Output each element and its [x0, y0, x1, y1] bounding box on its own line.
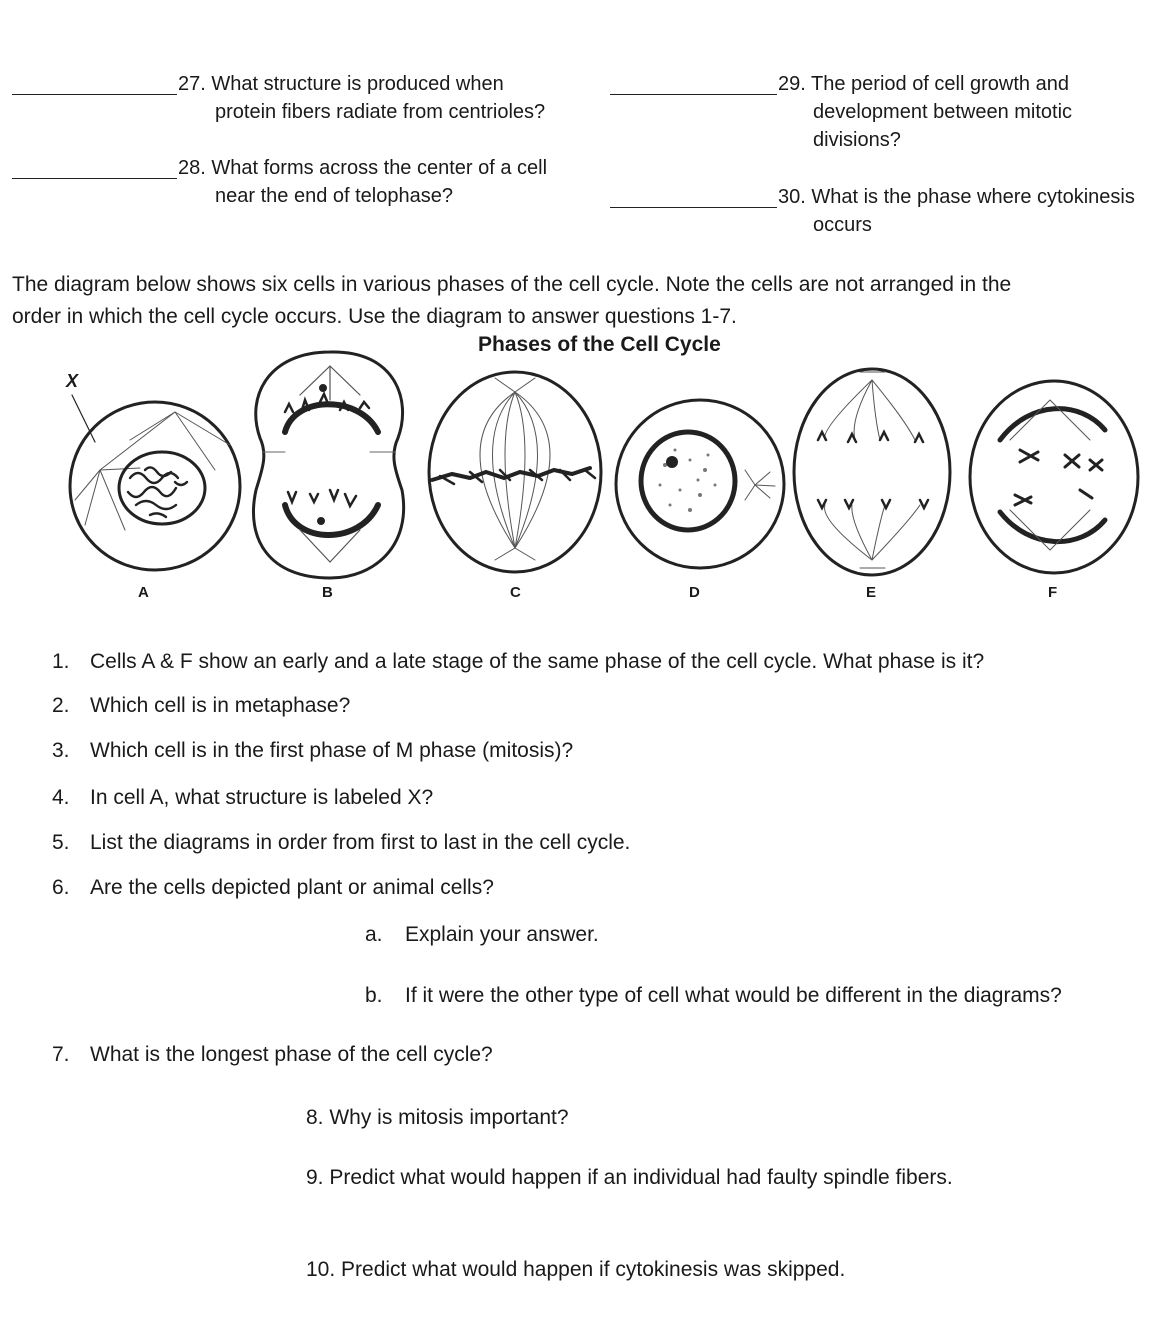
item-text: Which cell is in metaphase?: [90, 694, 351, 717]
item-text: Which cell is in the first phase of M phase (mitosis)?: [90, 739, 574, 762]
question-number: 30.: [778, 186, 806, 208]
cell-c: [429, 372, 601, 572]
question-number: 29.: [778, 73, 806, 95]
cell-label-c: C: [510, 584, 521, 601]
question-text: What structure is produced when: [211, 73, 504, 95]
item-number: 4.: [52, 786, 70, 809]
sub-item: [365, 921, 599, 949]
question-text: protein fibers radiate from centrioles?: [215, 101, 546, 123]
list-item: [52, 874, 494, 902]
list-item: [52, 648, 984, 676]
label-x: X: [66, 371, 79, 391]
question-text: What forms across the center of a cell: [211, 157, 548, 179]
cell-cycle-diagram: [0, 0, 1170, 620]
question-number: 27.: [178, 73, 206, 95]
cell-a: [70, 395, 240, 570]
intro-line: order in which the cell cycle occurs. Use the diagram to answer questions 1-7.: [12, 305, 737, 328]
question-9: 9. Predict what would happen if an individual had faulty spindle fibers.: [306, 1166, 953, 1189]
cell-label-b: B: [322, 584, 333, 601]
cell-label-e: E: [866, 584, 877, 601]
item-number: 5.: [52, 831, 70, 854]
question-number: 28.: [178, 157, 206, 179]
cell-f: [970, 381, 1138, 573]
item-text: What is the longest phase of the cell cycle?: [90, 1043, 493, 1066]
question-text: occurs: [813, 214, 872, 236]
diagram-title: Phases of the Cell Cycle: [478, 333, 721, 356]
list-item: [52, 737, 573, 765]
item-text: Cells A & F show an early and a late stage of the same phase of the cell cycle. What phase is it?: [90, 650, 985, 673]
question-text: divisions?: [813, 129, 901, 151]
item-number: 1.: [52, 650, 70, 673]
intro-line: The diagram below shows six cells in various phases of the cell cycle. Note the cells are not arranged in the: [12, 273, 1012, 296]
item-number: 2.: [52, 694, 70, 717]
cell-b: [253, 352, 403, 578]
cell-label-d: D: [689, 584, 700, 601]
item-number: 6.: [52, 876, 70, 899]
question-text: What is the phase where cytokinesis: [811, 186, 1135, 208]
cell-label-f: F: [1048, 584, 1058, 601]
question-10: 10. Predict what would happen if cytokinesis was skipped.: [306, 1258, 846, 1281]
question-text: near the end of telophase?: [215, 185, 453, 207]
item-letter: a.: [365, 923, 383, 946]
list-item: [52, 1041, 493, 1069]
item-number: 3.: [52, 739, 70, 762]
question-text: development between mitotic: [813, 101, 1073, 123]
cell-e: [794, 369, 950, 575]
list-item: [52, 784, 433, 812]
list-item: [52, 692, 350, 720]
question-text: The period of cell growth and: [811, 73, 1069, 95]
item-text: Are the cells depicted plant or animal cells?: [90, 876, 494, 899]
question-8: 8. Why is mitosis important?: [306, 1106, 569, 1129]
sub-item: [365, 982, 1062, 1010]
item-text: Explain your answer.: [405, 923, 599, 946]
item-text: List the diagrams in order from first to last in the cell cycle.: [90, 831, 631, 854]
cell-label-a: A: [138, 584, 149, 601]
cell-d: [616, 400, 784, 568]
item-text: If it were the other type of cell what would be different in the diagrams?: [405, 984, 1062, 1007]
list-item: [52, 829, 630, 857]
item-text: In cell A, what structure is labeled X?: [90, 786, 434, 809]
item-letter: b.: [365, 984, 383, 1007]
item-number: 7.: [52, 1043, 70, 1066]
